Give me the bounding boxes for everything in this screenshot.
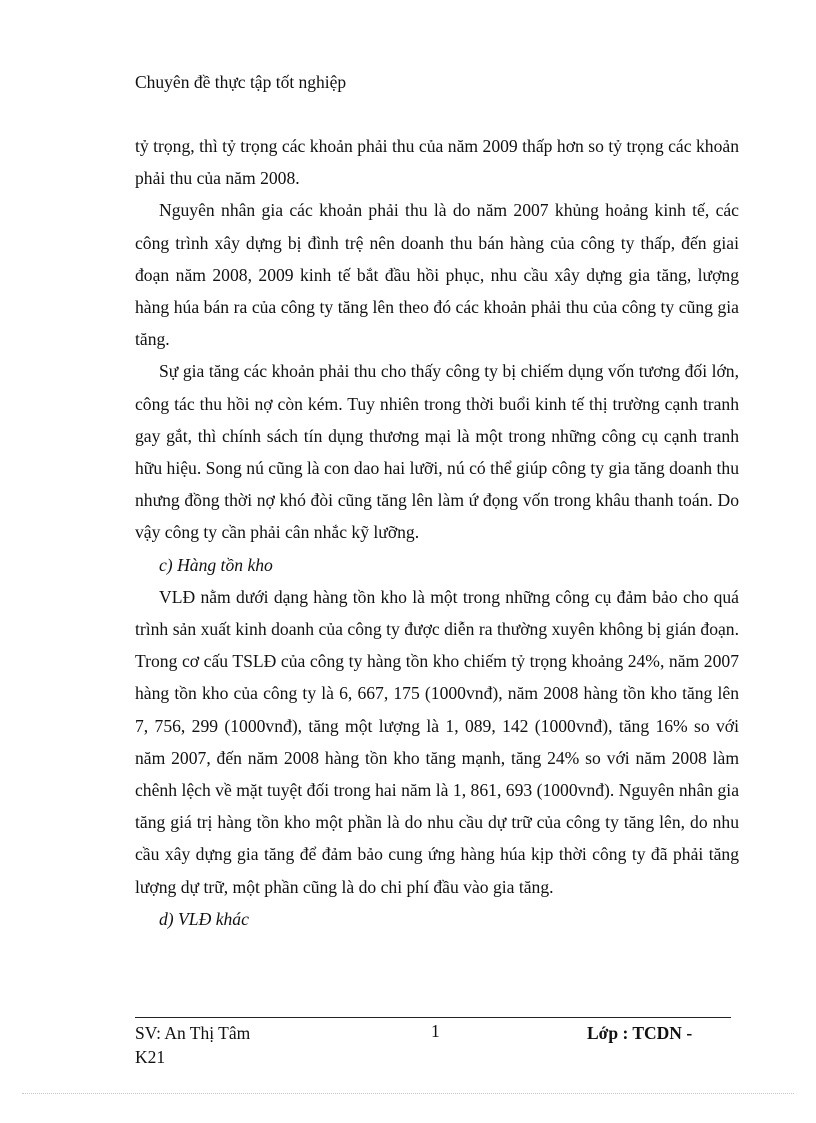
footer-class-label: Lớp : TCDN - bbox=[587, 1023, 693, 1043]
document-body bbox=[135, 130, 739, 935]
footer-student-name: SV: An Thị Tâm K21 bbox=[135, 1023, 251, 1067]
body-paragraph: Sự gia tăng các khoản phải thu cho thấy công ty bị chiếm dụng vốn tương đối lớn, công tác thu hồi nợ còn kém. Tuy nhiên trong thời buổi kinh tế thị trường cạnh tranh gay gắt, thì chính sách tín dụng thương mại là một trong những công cụ cạnh tranh hữu hiệu. Song nú cũng là con dao hai lưỡi, nú có thể giúp công ty gia tăng doanh thu nhưng đồng thời nợ khó đòi cũng tăng lên làm ứ đọng vốn trong khâu thanh toán. Do vậy công ty cần phải cân nhắc kỹ lưỡng. bbox=[135, 361, 739, 543]
footer-divider bbox=[135, 1017, 731, 1018]
page-boundary bbox=[22, 1093, 794, 1094]
section-heading-inventory: c) Hàng tồn kho bbox=[159, 554, 273, 575]
page-header-title: Chuyên đề thực tập tốt nghiệp bbox=[135, 72, 347, 92]
footer-page-number: 1 bbox=[431, 1021, 440, 1041]
body-paragraph: tỷ trọng, thì tỷ trọng các khoản phải thu của năm 2009 thấp hơn so tỷ trọng các khoản phải thu của năm 2008. bbox=[135, 136, 739, 189]
body-paragraph: VLĐ nằm dưới dạng hàng tồn kho là một trong những công cụ đảm bảo cho quá trình sản xuất kinh doanh của công ty được diễn ra thường xuyên không bị gián đoạn. Trong cơ cấu TSLĐ của công ty hàng tồn kho chiếm tỷ trọng khoảng 24%, năm 2007 hàng tồn kho của công ty là 6, 667, 175 (1000vnđ), năm 2008 hàng tồn kho tăng lên 7, 756, 299 (1000vnđ), tăng một lượng là 1, 089, 142 (1000vnđ), tăng 16% so với năm 2007, đến năm 2008 hàng tồn kho tăng mạnh, tăng 24% so với năm 2008 làm chênh lệch về mặt tuyệt đối trong hai năm là 1, 861, 693 (1000vnđ). Nguyên nhân gia tăng giá trị hàng tồn kho một phần là do nhu cầu dự trữ của công ty tăng lên, do nhu cầu xây dựng gia tăng để đảm bảo cung ứng hàng húa kịp thời công ty đã phải tăng lượng dự trữ, một phần cũng là do chi phí đầu vào gia tăng. bbox=[135, 586, 739, 897]
body-paragraph: Nguyên nhân gia các khoản phải thu là do năm 2007 khủng hoảng kinh tế, các công trình xây dựng bị đình trệ nên doanh thu bán hàng của công ty thấp, đến giai đoạn năm 2008, 2009 kinh tế bắt đầu hồi phục, nhu cầu xây dựng gia tăng, lượng hàng húa bán ra của công ty tăng lên theo đó các khoản phải thu của công ty cũng gia tăng. bbox=[135, 200, 739, 350]
section-heading-other-working-capital: d) VLĐ khác bbox=[159, 908, 249, 929]
